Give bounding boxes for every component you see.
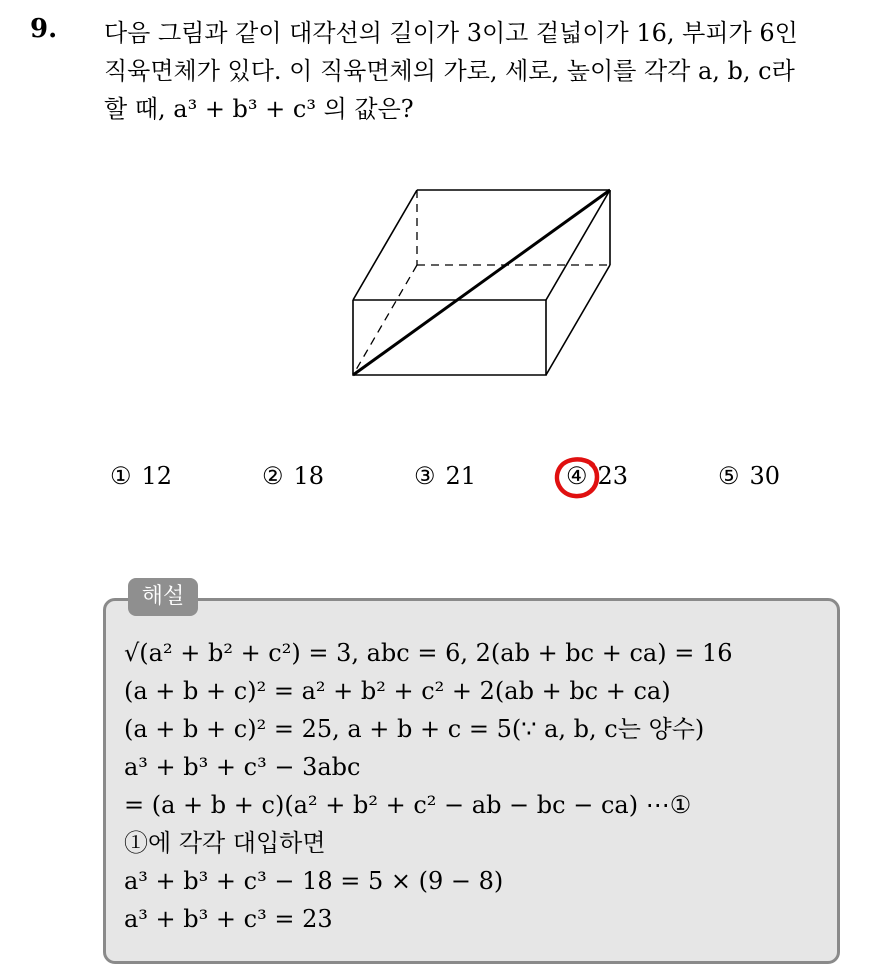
choice-3-mark: ③ xyxy=(414,462,436,490)
question-number: 9. xyxy=(30,14,58,44)
solution-tab: 해설 xyxy=(128,578,198,616)
choice-2-value: 18 xyxy=(293,462,325,490)
choice-4-value: 23 xyxy=(597,462,629,490)
choice-1-value: 12 xyxy=(141,462,173,490)
solution-line-5: = (a + b + c)(a² + b² + c² − ab − bc − ca) ⋯① xyxy=(124,791,692,819)
solution-line-6: ①에 각각 대입하면 xyxy=(124,829,326,857)
solution-line-1: √(a² + b² + c²) = 3, abc = 6, 2(ab + bc + ca) = 16 xyxy=(124,639,733,667)
solution-line-4: a³ + b³ + c³ − 3abc xyxy=(124,753,361,781)
choice-5-mark: ⑤ xyxy=(718,462,740,490)
top-left-edge xyxy=(353,190,417,300)
hidden-left-bottom-edge xyxy=(353,265,417,375)
choice-3[interactable] xyxy=(414,462,476,490)
choice-2-mark: ② xyxy=(262,462,284,490)
right-bottom-edge xyxy=(546,265,610,375)
solution-line-2: (a + b + c)² = a² + b² + c² + 2(ab + bc + ca) xyxy=(124,677,671,705)
choice-4-mark: ④ xyxy=(566,462,588,490)
choice-5-value: 30 xyxy=(749,462,781,490)
solution-line-7: a³ + b³ + c³ − 18 = 5 × (9 − 8) xyxy=(124,867,504,895)
top-right-edge xyxy=(546,190,610,300)
solution-line-8: a³ + b³ + c³ = 23 xyxy=(124,905,333,933)
question-line-3: 할 때, a³ + b³ + c³ 의 값은? xyxy=(104,95,414,123)
choice-3-value: 21 xyxy=(445,462,477,490)
solution-lines xyxy=(124,634,824,938)
answer-choices xyxy=(0,462,884,496)
cuboid-diagram xyxy=(340,180,620,390)
selected-answer-circle-icon xyxy=(553,455,603,501)
front-face xyxy=(353,300,546,375)
choice-1-mark: ① xyxy=(110,462,132,490)
question-line-1: 다음 그림과 같이 대각선의 길이가 3이고 겉넓이가 16, 부피가 6인 xyxy=(104,19,798,47)
solution-line-3: (a + b + c)² = 25, a + b + c = 5(∵ a, b, c는 양수) xyxy=(124,715,705,743)
choice-1[interactable] xyxy=(110,462,172,490)
question-text xyxy=(104,14,864,128)
question-line-2: 직육면체가 있다. 이 직육면체의 가로, 세로, 높이를 각각 a, b, c라 xyxy=(104,57,795,85)
choice-2[interactable] xyxy=(262,462,324,490)
choice-5[interactable] xyxy=(718,462,780,490)
space-diagonal xyxy=(353,190,610,375)
